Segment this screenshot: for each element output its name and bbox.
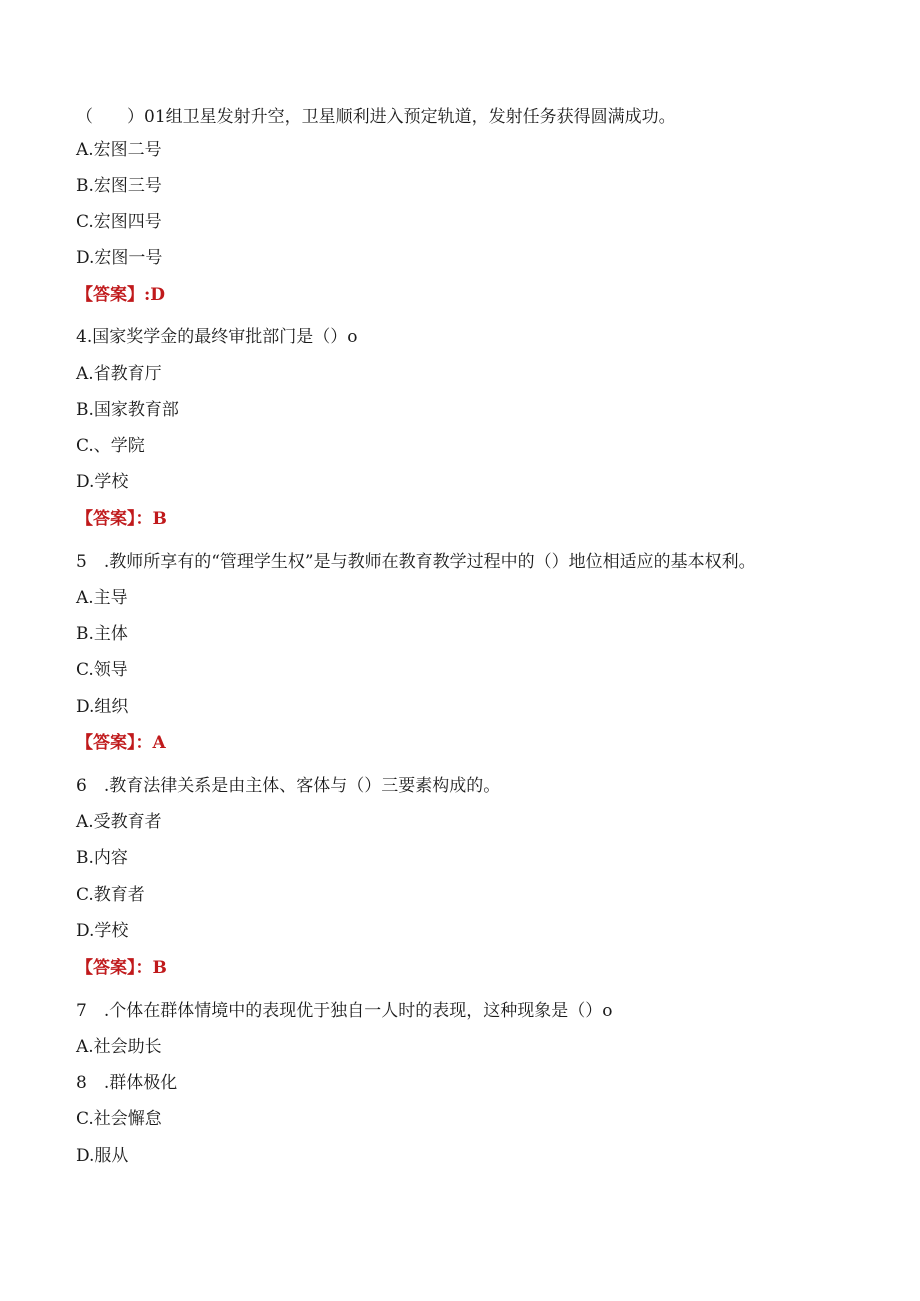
option-b: B.宏图三号 xyxy=(76,176,162,196)
question-stem: 4.国家奖学金的最终审批部门是（）o xyxy=(76,327,358,347)
option-b: B.国家教育部 xyxy=(76,400,179,420)
option-a: A.社会助长 xyxy=(76,1037,162,1057)
question-stem: （ ）01组卫星发射升空，卫星顺利进入预定轨道，发射任务获得圆满成功。 xyxy=(76,107,676,127)
option-d: D.学校 xyxy=(76,921,129,941)
option-c: C.社会懈怠 xyxy=(76,1109,162,1129)
option-a: A.宏图二号 xyxy=(76,140,162,160)
option-a: A.主导 xyxy=(76,588,128,608)
option-c: C.宏图四号 xyxy=(76,212,162,232)
answer-label: 【答案】：B xyxy=(76,958,167,978)
option-d: D.组织 xyxy=(76,697,129,717)
option-b: B.主体 xyxy=(76,624,128,644)
option-a: A.省教育厅 xyxy=(76,364,162,384)
question-stem: 5 .教师所享有的“管理学生权”是与教师在教育教学过程中的（）地位相适应的基本权利。 xyxy=(76,552,756,572)
option-c: C.领导 xyxy=(76,660,128,680)
question-stem: 6 .教育法律关系是由主体、客体与（）三要素构成的。 xyxy=(76,776,501,796)
option-d: D.服从 xyxy=(76,1146,129,1166)
answer-label: 【答案】：A xyxy=(76,733,166,753)
question-stem: 7 .个体在群体情境中的表现优于独自一人时的表现，这种现象是（）o xyxy=(76,1001,613,1021)
option-d: D.宏图一号 xyxy=(76,248,163,268)
option-c: C.、学院 xyxy=(76,436,145,456)
option-c: C.教育者 xyxy=(76,885,145,905)
option-b: 8 .群体极化 xyxy=(76,1073,178,1093)
option-a: A.受教育者 xyxy=(76,812,162,832)
answer-label: 【答案】：B xyxy=(76,509,167,529)
answer-label: 【答案】:D xyxy=(76,285,166,305)
option-d: D.学校 xyxy=(76,472,129,492)
option-b: B.内容 xyxy=(76,848,128,868)
